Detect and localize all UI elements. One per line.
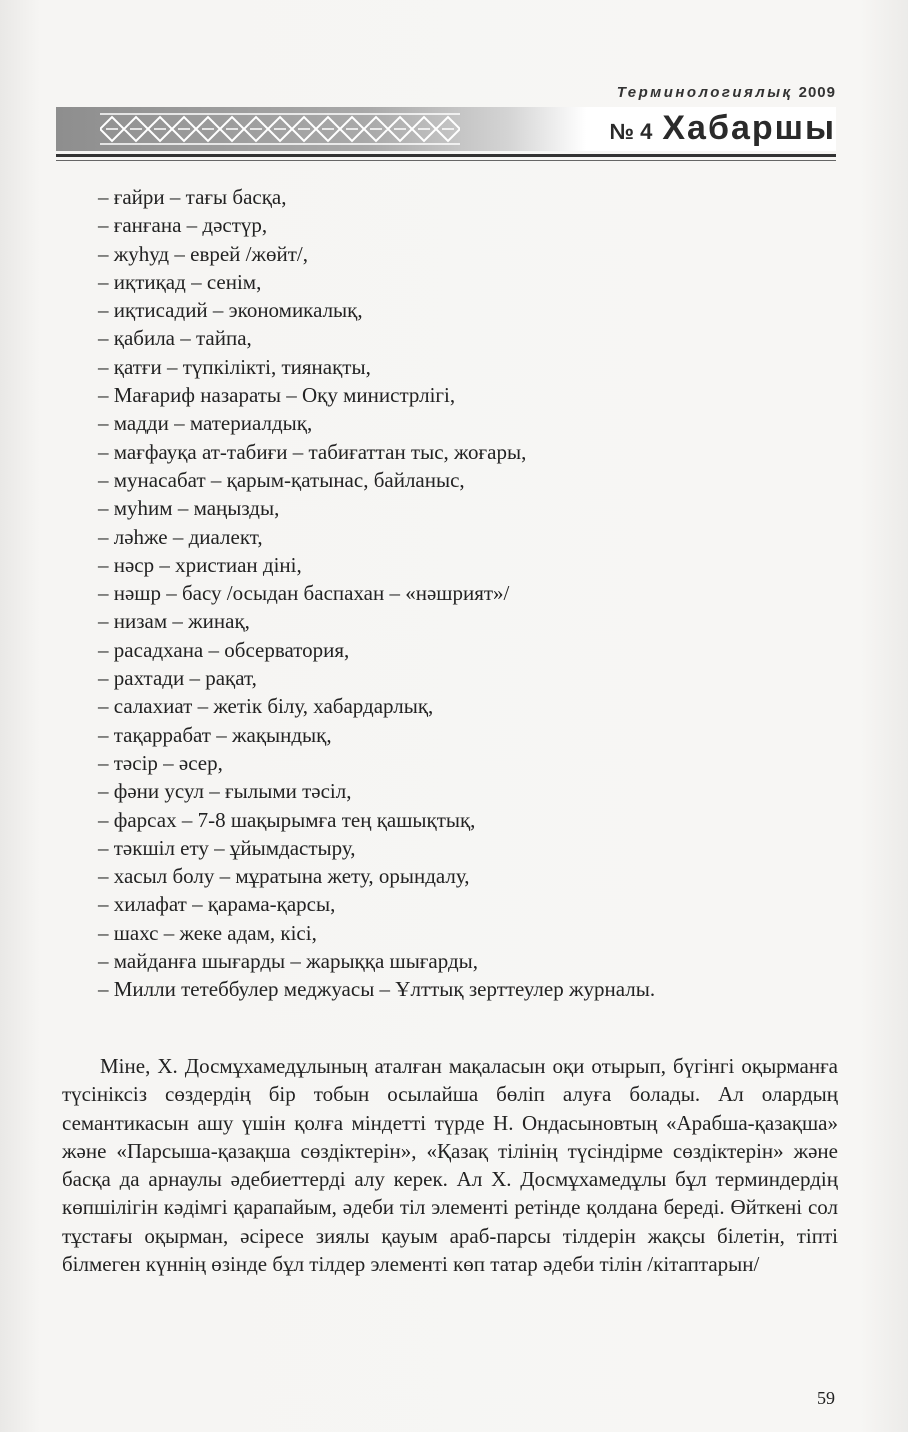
glossary-item: – ғанғана – дәстүр, bbox=[98, 213, 268, 238]
glossary-item: – фәни усул – ғылыми тәсіл, bbox=[98, 779, 352, 804]
glossary-item: – хасыл болу – мұратына жету, орындалу, bbox=[98, 864, 470, 889]
glossary-item: – хилафат – қарама-қарсы, bbox=[98, 892, 336, 917]
page-number: 59 bbox=[817, 1388, 835, 1408]
glossary-item: – рахтади – рақат, bbox=[98, 666, 257, 691]
glossary-item: – нәшр – басу /осыдан баспахан – «нәшрият»/ bbox=[98, 581, 510, 606]
glossary-item: – ләһже – диалект, bbox=[98, 524, 263, 549]
glossary-item: – расадхана – обсерватория, bbox=[98, 637, 350, 662]
glossary-item: – тақаррабат – жақындық, bbox=[98, 722, 332, 747]
glossary-item: – ғайри – тағы басқа, bbox=[98, 185, 287, 209]
glossary-item: – мағфауқа ат-табиғи – табиғаттан тыс, жоғары, bbox=[98, 439, 527, 464]
glossary-item: – иқтиқад – сенім, bbox=[98, 269, 262, 294]
header-rule-thin bbox=[56, 160, 836, 161]
header-rule bbox=[56, 154, 836, 157]
journal-header bbox=[617, 84, 836, 101]
glossary-list bbox=[98, 183, 838, 1004]
glossary-item: – салахиат – жетік білу, хабардарлық, bbox=[98, 694, 434, 719]
glossary-item: – фарсах – 7-8 шақырымға тең қашықтық, bbox=[98, 807, 476, 832]
body-paragraph: Міне, Х. Досмұхамедұлының аталған мақаласын оқи отырып, бүгінгі оқырманға түсініксіз сөздердің бір тобын осылайша бөліп алуға болады. Ал олардың семантикасын ашу үшін қолға міндетті түрде Н. Ондасыновтың «Арабша-қазақша» және «Парсыша-қазақша сөздіктерін», «Қазақ тілінің түсіндірме сөздіктерін» және басқа да арнаулы әдебиеттерді алу керек. Ал Х. Досмұхамедұлы бұл терминдердің көпшілігін кәдімгі қарапайым, әдеби тіл элементі ретінде қолдана береді. Өйткені сол тұстағы оқырман, әсіресе зиялы қауым араб-парсы тілдерін жақсы білетін, тіпті білмеген күннің өзінде бұл тілдер элементі көп татар әдеби тілін /кітаптарын/ bbox=[62, 1054, 838, 1277]
journal-year: 2009 bbox=[798, 84, 836, 101]
glossary-item: – иқтисадий – экономикалық, bbox=[98, 298, 363, 323]
glossary-item: – нәср – христиан діні, bbox=[98, 552, 302, 577]
glossary-item: – қатғи – түпкілікті, тиянақты, bbox=[98, 354, 371, 379]
glossary-item: – мадди – материалдық, bbox=[98, 411, 313, 436]
glossary-item: – мунасабат – қарым-қатынас, байланыс, bbox=[98, 467, 465, 492]
glossary-item: – Милли тетеббулер меджуасы – Ұлттық зерттеулер журналы. bbox=[98, 977, 656, 1002]
glossary-item: – низам – жинақ, bbox=[98, 609, 250, 634]
issue-number: № 4 bbox=[609, 119, 653, 144]
glossary-item: – жуһуд – еврей /жөйт/, bbox=[98, 241, 309, 266]
journal-word: Терминологиялық bbox=[616, 84, 793, 101]
journal-title: Хабаршы bbox=[662, 109, 836, 147]
glossary-item: – қабила – тайпа, bbox=[98, 326, 252, 351]
header-title bbox=[609, 109, 836, 148]
glossary-item: – тәкшіл ету – ұйымдастыру, bbox=[98, 835, 356, 860]
glossary-item: – муһим – маңызды, bbox=[98, 496, 280, 521]
glossary-item: – тәсір – әсер, bbox=[98, 750, 223, 775]
glossary-item: – Мағариф назараты – Оқу министрлігі, bbox=[98, 383, 456, 408]
ornament-decoration bbox=[100, 110, 460, 148]
glossary-item: – майданға шығарды – жарыққа шығарды, bbox=[98, 949, 479, 974]
glossary-item: – шахс – жеке адам, кісі, bbox=[98, 920, 317, 945]
